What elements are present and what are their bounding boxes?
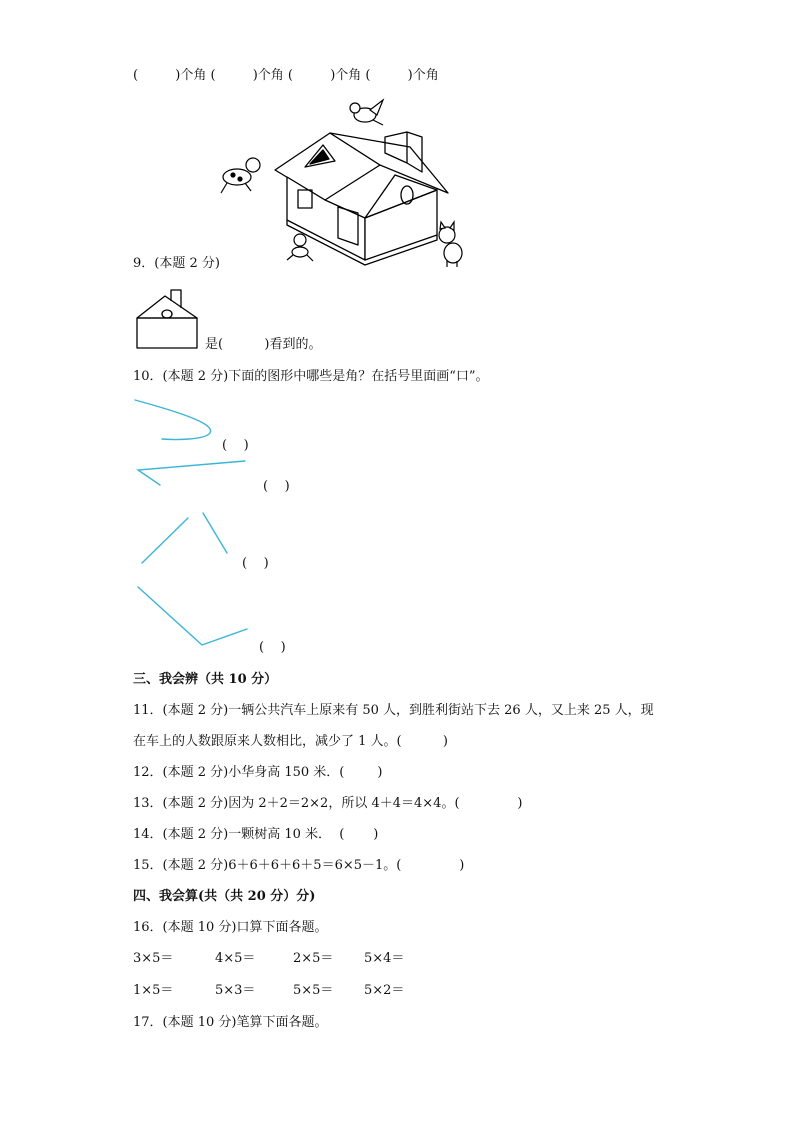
- figure-angle-open: [138, 461, 245, 485]
- cat-icon: [439, 222, 462, 267]
- q13: 13．(本题 2 分)因为 2＋2＝2×2，所以 4＋4＝4×4。( ): [133, 796, 523, 811]
- calc-2-2: 5×3＝: [215, 983, 256, 998]
- calc-1-4: 5×4＝: [364, 951, 405, 966]
- calc-1-1: 3×5＝: [133, 951, 174, 966]
- q8-answer-row: ( )个角 ( )个角 ( )个角 ( )个角: [133, 68, 439, 83]
- calc-2-1: 1×5＝: [133, 983, 174, 998]
- figure-angle: [138, 587, 247, 645]
- child-icon: [287, 234, 313, 261]
- calc-2-3: 5×5＝: [293, 983, 334, 998]
- angle-figures: [130, 395, 260, 655]
- q14: 14．(本题 2 分)一颗树高 10 米． ( ): [133, 827, 379, 842]
- figure-segment-left: [142, 518, 188, 563]
- q11-line2: 在车上的人数跟原来人数相比，减少了 1 人。( ): [133, 734, 449, 749]
- section4-title: 四、我会算(共（共 20 分）分): [133, 889, 316, 904]
- q11-line1: 11．(本题 2 分)一辆公共汽车上原来有 50 人，到胜利街站下去 26 人，又上来 25 人，现: [133, 703, 654, 718]
- q10-bracket-4: ( ): [259, 640, 286, 655]
- q9-answer: 是( )看到的。: [205, 337, 322, 352]
- house-view-figure: [135, 288, 200, 350]
- q12: 12．(本题 2 分)小华身高 150 米．( ): [133, 765, 383, 780]
- q9-header: 9．(本题 2 分): [133, 256, 220, 271]
- section3-title: 三、我会辨（共 10 分）: [133, 672, 278, 687]
- q10-bracket-1: ( ): [222, 438, 249, 453]
- calc-1-2: 4×5＝: [215, 951, 256, 966]
- q16: 16．(本题 10 分)口算下面各题。: [133, 920, 328, 935]
- house-scene-illustration: [215, 95, 455, 270]
- calc-1-3: 2×5＝: [293, 951, 334, 966]
- q15: 15．(本题 2 分)6＋6＋6＋6＋5＝6×5－1。( ): [133, 858, 465, 873]
- figure-segment-right: [203, 513, 227, 553]
- dog-icon: [221, 158, 260, 193]
- q10-header: 10．(本题 2 分)下面的图形中哪些是角？在括号里面画“口”。: [133, 369, 489, 384]
- calc-2-4: 5×2＝: [364, 983, 405, 998]
- q10-bracket-3: ( ): [242, 556, 269, 571]
- q17: 17．(本题 10 分)笔算下面各题。: [133, 1015, 328, 1030]
- bird-icon: [350, 100, 383, 125]
- q10-bracket-2: ( ): [263, 479, 290, 494]
- figure-curve: [135, 400, 211, 439]
